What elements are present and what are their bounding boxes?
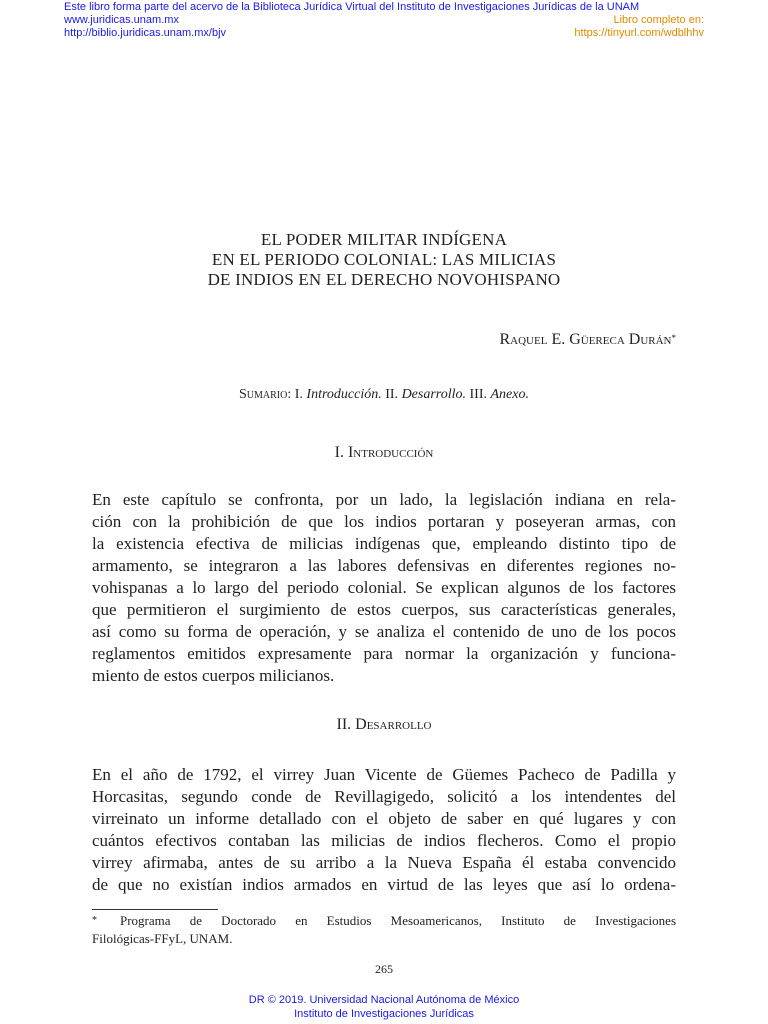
copyright-footer (0, 993, 768, 1021)
page-number: 265 (375, 962, 393, 976)
footnote-line-1 (92, 912, 676, 930)
institute-line: Instituto de Investigaciones Jurídicas (294, 1008, 474, 1020)
summary-item-1: Introducción. (306, 387, 382, 402)
summary-item-2: Desarrollo. (401, 387, 466, 402)
section-heading-introduccion: I. Introducción (334, 444, 434, 461)
chapter-title-line-1: EL PODER MILITAR INDÍGENA (260, 230, 508, 249)
summary-num-2: II. (385, 387, 399, 402)
paragraph-line: virrey afirmaba, antes de su arribo a la Nueva España él estaba convencido (92, 853, 676, 872)
summary-item-3: Anexo. (490, 387, 529, 402)
paragraph-line: que permitieron el surgimiento de estos cuerpos, sus características generales, (92, 600, 676, 619)
chapter-title-line-2: EN EL PERIODO COLONIAL: LAS MILICIAS (211, 250, 557, 269)
author-footnote-mark: * (671, 333, 676, 343)
paragraph-line: miento de estos cuerpos milicianos. (92, 666, 335, 685)
paragraph-introduccion (92, 489, 676, 687)
paragraph-line: armamento, se integraron a las labores defensivas en diferentes regiones no- (92, 556, 676, 575)
summary (0, 386, 768, 404)
full-book-notice (574, 14, 704, 40)
author (500, 330, 677, 350)
full-book-label: Libro completo en: (613, 14, 704, 26)
paragraph-line: la existencia efectiva de milicias indígenas que, empleando distinto tipo de (92, 534, 676, 553)
juridicas-link[interactable]: www.juridicas.unam.mx (64, 14, 179, 26)
footnote-divider (92, 909, 218, 910)
chapter-title (0, 230, 768, 290)
paragraph-line: cuántos efectivos contaban las milicias de indios flecheros. Como el propio (92, 831, 676, 850)
summary-num-3: III. (469, 387, 487, 402)
paragraph-line: así como su forma de operación, y se analiza el contenido de uno de los pocos (92, 622, 676, 641)
footnote-mark: * (92, 915, 97, 926)
summary-label: Sumario: (239, 387, 292, 402)
full-book-link[interactable]: https://tinyurl.com/wdblhhv (574, 27, 704, 39)
paragraph-line: virreinato un informe detallado con el objeto de saber en qué lugares y con (92, 809, 676, 828)
paragraph-line: de que no existían indios armados en virtud de las leyes que así lo ordena- (92, 875, 676, 894)
paragraph-line: En el año de 1792, el virrey Juan Vicente de Güemes Pacheco de Padilla y (92, 765, 676, 784)
paragraph-line: Horcasitas, segundo conde de Revillagigedo, solicitó a los intendentes del (92, 787, 676, 806)
footnote-text-2: Filológicas-FFyL, UNAM. (92, 931, 233, 946)
footnote (92, 912, 676, 948)
paragraph-line: reglamentos emitidos expresamente para normar la organización y funciona- (92, 644, 676, 663)
section-heading-desarrollo: II. Desarrollo (336, 716, 432, 733)
bjv-link[interactable]: http://biblio.juridicas.unam.mx/bjv (64, 27, 227, 39)
paragraph-line: vohispanas a lo largo del periodo colonial. Se explican algunos de los factores (92, 578, 676, 597)
paragraph-desarrollo (92, 764, 676, 896)
library-notice (64, 1, 639, 40)
library-notice-text: Este libro forma parte del acervo de la Biblioteca Jurídica Virtual del Instituto de Investigaciones Jurídicas de la UNAM (64, 1, 640, 13)
footnote-text-1: Programa de Doctorado en Estudios Mesoamericanos, Instituto de Investigaciones (120, 913, 676, 928)
paragraph-line: ción con la prohibición de que los indios portaran y poseyeran armas, con (92, 512, 676, 531)
chapter-title-line-3: DE INDIOS EN EL DERECHO NOVOHISPANO (207, 270, 561, 289)
copyright-line: DR © 2019. Universidad Nacional Autónoma de México (248, 994, 520, 1006)
author-name: Raquel E. Güereca Durán (499, 331, 672, 348)
paragraph-line: En este capítulo se confronta, por un lado, la legislación indiana en rela- (92, 490, 676, 509)
summary-num-1: I. (294, 387, 303, 402)
